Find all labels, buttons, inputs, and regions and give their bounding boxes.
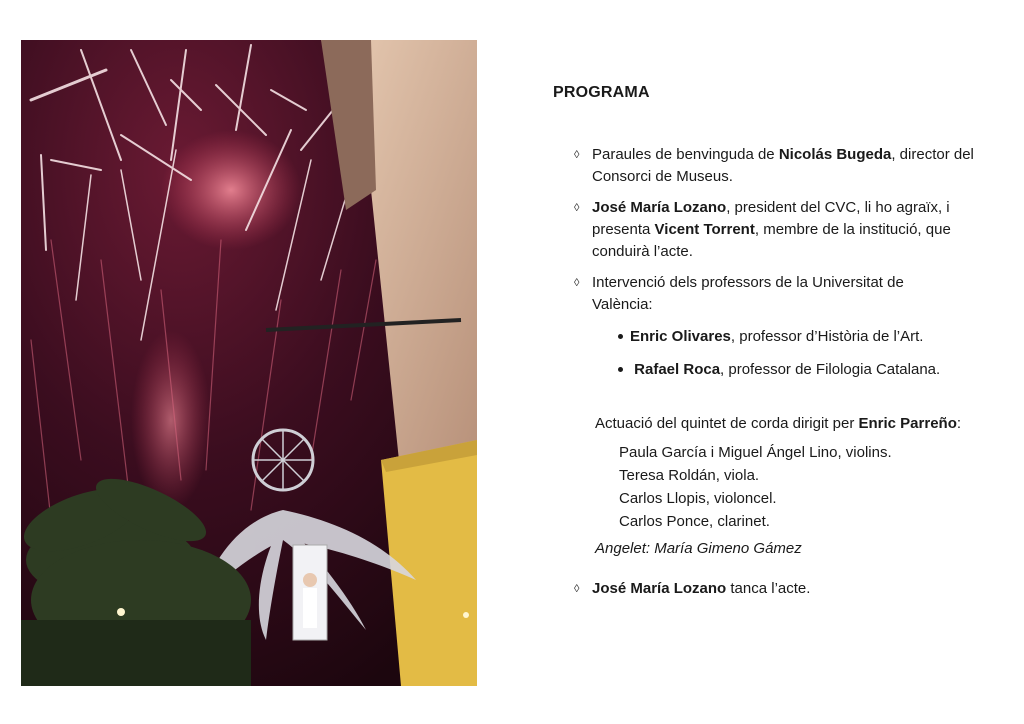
- program-subitem-roca: Rafael Roca, professor de Filologia Catalana.: [618, 359, 978, 381]
- quintet-member: Teresa Roldán, viola.: [619, 467, 760, 484]
- speaker-name: Enric Olivares: [630, 328, 731, 345]
- diamond-bullet-icon: ◊: [574, 583, 580, 595]
- program-item-professors: ◊ Intervenció dels professors de la Universitat de València:: [574, 274, 904, 313]
- conductor-name: Enric Parreño: [858, 415, 957, 432]
- speaker-name: Rafael Roca: [634, 361, 721, 378]
- diamond-bullet-icon: ◊: [574, 149, 580, 161]
- quintet-member: Paula García i Miguel Ángel Lino, violins.: [619, 444, 892, 461]
- program-subitem-olivares: Enric Olivares, professor d’Història de l’Art.: [618, 326, 978, 348]
- program-item-president: ◊ José María Lozano, president del CVC, li ho agraïx, i presenta Vicent Torrent, membre de la institució, que conduirà l’acte.: [574, 199, 951, 260]
- program-item-welcome: ◊ Paraules de benvinguda de Nicolás Bugeda, director del Consorci de Museus.: [574, 146, 974, 185]
- diamond-bullet-icon: ◊: [574, 277, 580, 289]
- fireworks-illustration: [21, 40, 477, 686]
- quintet-intro: Actuació del quintet de corda dirigit per Enric Parreño:: [595, 415, 962, 432]
- angelet-credit: Angelet: María Gimeno Gámez: [595, 540, 802, 557]
- speaker-name: Vicent Torrent: [654, 221, 755, 238]
- speaker-name: José María Lozano: [592, 580, 727, 597]
- program-item-closing: ◊ José María Lozano tanca l’acte.: [574, 578, 984, 600]
- speaker-name: Nicolás Bugeda: [778, 146, 892, 163]
- quintet-member: Carlos Llopis, violoncel.: [619, 490, 777, 507]
- dot-bullet-icon: [618, 334, 623, 339]
- fireworks-photo: [21, 40, 477, 686]
- speaker-name: José María Lozano: [592, 199, 727, 216]
- quintet-member: Carlos Ponce, clarinet.: [619, 513, 770, 530]
- dot-bullet-icon: [618, 367, 623, 372]
- program-title: PROGRAMA: [553, 84, 650, 101]
- diamond-bullet-icon: ◊: [574, 202, 580, 214]
